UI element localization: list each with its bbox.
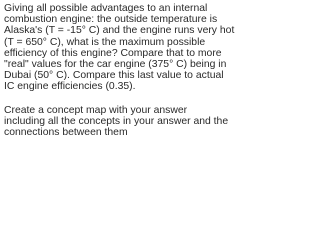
question-line: combustion engine: the outside temperature is [4, 14, 218, 26]
task-paragraph [4, 104, 229, 139]
question-line: (T = 650° C), what is the maximum possible [4, 36, 206, 48]
paragraph-spacer [4, 93, 198, 105]
question-line: Dubai (50° C). Compare this last value to actual [4, 70, 224, 82]
question-line: "real" values for the car engine (375° C) being in [4, 59, 227, 71]
document-body [4, 3, 235, 139]
question-line: IC engine efficiencies (0.35). [4, 81, 136, 93]
question-line: Giving all possible advantages to an internal [4, 3, 208, 14]
task-line: connections between them [4, 127, 128, 139]
question-paragraph [4, 3, 235, 93]
task-line: including all the concepts in your answer and the [4, 115, 229, 127]
question-line: efficiency of this engine? Compare that to more [4, 47, 222, 59]
question-line: Alaska's (T = -15° C) and the engine runs very hot [4, 25, 235, 37]
task-line: Create a concept map with your answer [4, 104, 188, 116]
